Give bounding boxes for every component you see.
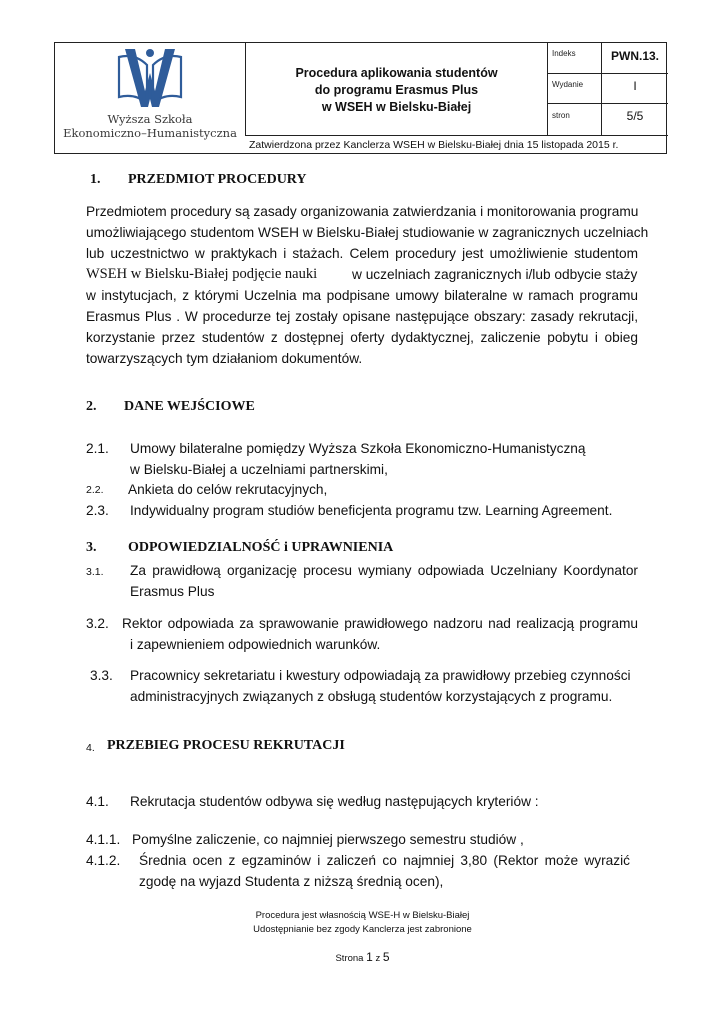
wseh-logo-icon: [59, 43, 241, 113]
s2-item-3-line-1: Indywidualny program studiów beneficjenta programu tzw. Learning Agreement.: [130, 503, 613, 518]
page-total: 5: [382, 950, 390, 964]
s3-item-3-line-1: Pracownicy sekretariatu i kwestury odpowiadają za prawidłowy przebieg czynności: [130, 668, 631, 683]
page-prefix: Strona: [335, 953, 364, 964]
title-line-1: Procedura aplikowania studentów: [295, 66, 498, 80]
s3-item-1-line-1: Za prawidłową organizację procesu wymiany odpowiada Uczelniany Koordynator: [130, 563, 638, 578]
s3-item-3-num: 3.3.: [90, 668, 113, 683]
s1-line-2: umożliwiającego studentom WSEH w Bielsku-Białej studiowanie w zagranicznych uczelniach: [86, 225, 649, 240]
s4-item-3-line-1: Średnia ocen z egzaminów i zaliczeń co najmniej 3,80 (Rektor może wyrazić: [139, 853, 630, 868]
s3-item-1-line-2: Erasmus Plus: [130, 584, 215, 599]
s4-item-3-num: 4.1.2.: [86, 853, 121, 868]
s2-item-3-num: 2.3.: [86, 503, 109, 518]
s2-item-2-num: 2.2.: [86, 484, 104, 496]
index-value: PWN.13.: [610, 49, 659, 63]
s1-line-1: Przedmiotem procedury są zasady organizowania zatwierdzania i monitorowania programu: [86, 204, 639, 219]
s3-item-2-line-2: i zapewnieniem odpowiednich warunków.: [130, 637, 381, 652]
section-3-title: ODPOWIEDZIALNOŚĆ i UPRAWNIENIA: [128, 540, 394, 555]
page-current: 1: [366, 950, 373, 964]
footer-ownership: Procedura jest własnością WSE-H w Bielsku-Białej: [255, 910, 470, 921]
s4-item-3-line-2: zgodę na wyjazd Studenta z niższą średnią ocen),: [139, 874, 444, 889]
s1-line-8: towarzyszących tym działaniom dokumentów.: [86, 351, 363, 366]
s4-item-2-line-1: Pomyślne zaliczenie, co najmniej pierwszego semestru studiów ,: [132, 832, 524, 847]
s3-item-1-num: 3.1.: [86, 566, 104, 578]
s2-item-2-line-1: Ankieta do celów rekrutacyjnych,: [128, 482, 328, 497]
title-line-2: do programu Erasmus Plus: [314, 83, 479, 97]
s1-line-7: korzystanie przez studentów z dostępnej oferty dydaktycznej, zaliczenie pobytu i obieg: [86, 330, 638, 345]
s3-item-2-line-1: Rektor odpowiada za sprawowanie prawidłowego nadzoru nad realizacją programu: [122, 616, 638, 631]
section-3-number: 3.: [86, 540, 97, 555]
footer-restriction: Udostępnianie bez zgody Kanclerza jest zabronione: [253, 924, 472, 935]
s2-item-1-num: 2.1.: [86, 441, 109, 456]
s4-item-1-line-1: Rekrutacja studentów odbywa się według następujących kryteriów :: [130, 794, 539, 809]
title-line-3: w WSEH w Bielsku-Białej: [321, 100, 472, 114]
section-2-number: 2.: [86, 399, 97, 414]
procedure-title: [246, 65, 547, 116]
document-header-table: [54, 42, 667, 154]
section-1-title: PRZEDMIOT PROCEDURY: [128, 172, 307, 187]
pages-value: 5/5: [626, 109, 644, 123]
pages-label: stron: [552, 111, 570, 120]
s3-item-3-line-2: administracyjnych związanych z obsługą studentów korzystających z programu.: [130, 689, 613, 704]
s4-item-1-num: 4.1.: [86, 794, 109, 809]
s4-item-2-num: 4.1.1.: [86, 832, 121, 847]
page-of: z: [375, 953, 381, 964]
edition-label: Wydanie: [552, 80, 584, 89]
section-2-title: DANE WEJŚCIOWE: [124, 399, 255, 414]
section-1-number: 1.: [90, 172, 101, 187]
logo-line-2: Ekonomiczno–Humanistyczna: [63, 126, 237, 140]
s1-line-4a: WSEH w Bielsku-Białej podjęcie nauki: [86, 266, 318, 282]
section-4-number: 4.: [86, 742, 95, 754]
edition-value: I: [633, 79, 637, 93]
s2-item-1-line-2: w Bielsku-Białej a uczelniami partnerskimi,: [130, 462, 388, 477]
s2-item-1-line-1: Umowy bilateralne pomiędzy Wyższa Szkoła Ekonomiczno-Humanistyczną: [130, 441, 586, 456]
index-label: Indeks: [552, 49, 576, 58]
logo-line-1: Wyższa Szkoła: [107, 112, 193, 126]
page-number: [0, 950, 725, 966]
s1-line-5: w instytucjach, z którymi Uczelnia ma podpisane umowy bilateralne w ramach programu: [86, 288, 638, 303]
s1-line-4b: w uczelniach zagranicznych i/lub odbycie staży: [352, 267, 638, 282]
section-4-title: PRZEBIEG PROCESU REKRUTACJI: [107, 738, 345, 753]
s3-item-2-num: 3.2.: [86, 616, 109, 631]
approval-note: Zatwierdzona przez Kanclerza WSEH w Bielsku-Białej dnia 15 listopada 2015 r.: [249, 139, 619, 151]
s1-line-6: Erasmus Plus . W procedurze tej zostały opisane następujące obszary: zasady rekrutacji,: [86, 309, 638, 324]
s1-line-3: lub uczestnictwo w praktykach i stażach. Celem procedury jest umożliwienie studentom: [86, 246, 638, 261]
